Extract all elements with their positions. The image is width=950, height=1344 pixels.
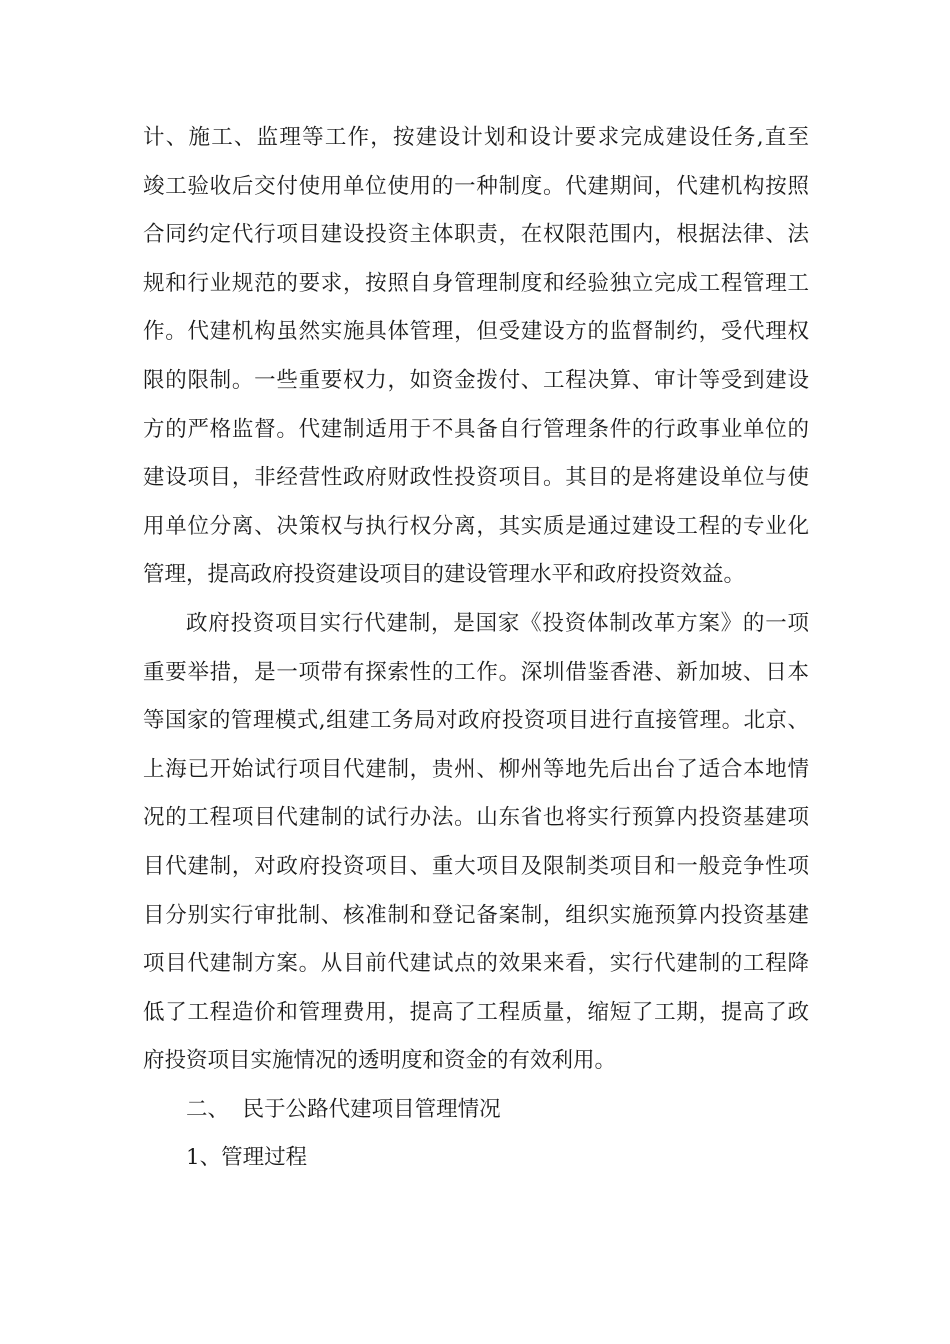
paragraph-1-line: 管理，提高政府投资建设项目的建设管理水平和政府投资效益。 [143,562,746,588]
paragraph-2-line: 府投资项目实施情况的透明度和资金的有效利用。 [143,1048,617,1074]
paragraph-2-line: 项目代建制方案。从目前代建试点的效果来看，实行代建制的工程降 [143,951,809,977]
paragraph-2-line: 重要举措，是一项带有探索性的工作。深圳借鉴香港、新加坡、日本 [143,659,809,685]
paragraph-1-line: 建设项目，非经营性政府财政性投资项目。其目的是将建设单位与使 [143,465,809,491]
paragraph-1-line: 用单位分离、决策权与执行权分离，其实质是通过建设工程的专业化 [143,513,809,539]
paragraph-1-line: 竣工验收后交付使用单位使用的一种制度。代建期间，代建机构按照 [143,173,809,199]
document-body [143,114,809,1183]
paragraph-2-line: 况的工程项目代建制的试行办法。山东省也将实行预算内投资基建项 [143,805,809,831]
paragraph-2-line: 目代建制，对政府投资项目、重大项目及限制类项目和一般竞争性项 [143,853,809,879]
paragraph-2-line: 政府投资项目实行代建制，是国家《投资体制改革方案》的一项 [186,610,809,636]
paragraph-1 [143,114,809,600]
paragraph-2-line: 等国家的管理模式,组建工务局对政府投资项目进行直接管理。北京、 [143,708,809,734]
paragraph-2-line: 目分别实行审批制、核准制和登记备案制，组织实施预算内投资基建 [143,902,809,928]
paragraph-2-line: 低了工程造价和管理费用，提高了工程质量，缩短了工期，提高了政 [143,999,809,1025]
paragraph-1-line: 合同约定代行项目建设投资主体职责，在权限范围内，根据法律、法 [143,222,809,248]
paragraph-1-line: 方的严格监督。代建制适用于不具备自行管理条件的行政事业单位的 [143,416,809,442]
paragraph-1-line: 作。代建机构虽然实施具体管理，但受建设方的监督制约，受代理权 [143,319,809,345]
paragraph-1-line: 规和行业规范的要求，按照自身管理制度和经验独立完成工程管理工 [143,270,809,296]
paragraph-2-line: 上海已开始试行项目代建制，贵州、柳州等地先后出台了适合本地情 [143,756,809,782]
paragraph-1-line: 计、施工、监理等工作，按建设计划和设计要求完成建设任务,直至 [143,125,809,150]
paragraph-2 [143,600,809,1086]
section-heading: 二、 民于公路代建项目管理情况 [186,1096,501,1122]
subsection-heading: 1、管理过程 [186,1145,308,1171]
paragraph-1-line: 限的限制。一些重要权力，如资金拨付、工程决算、审计等受到建设 [143,367,809,393]
